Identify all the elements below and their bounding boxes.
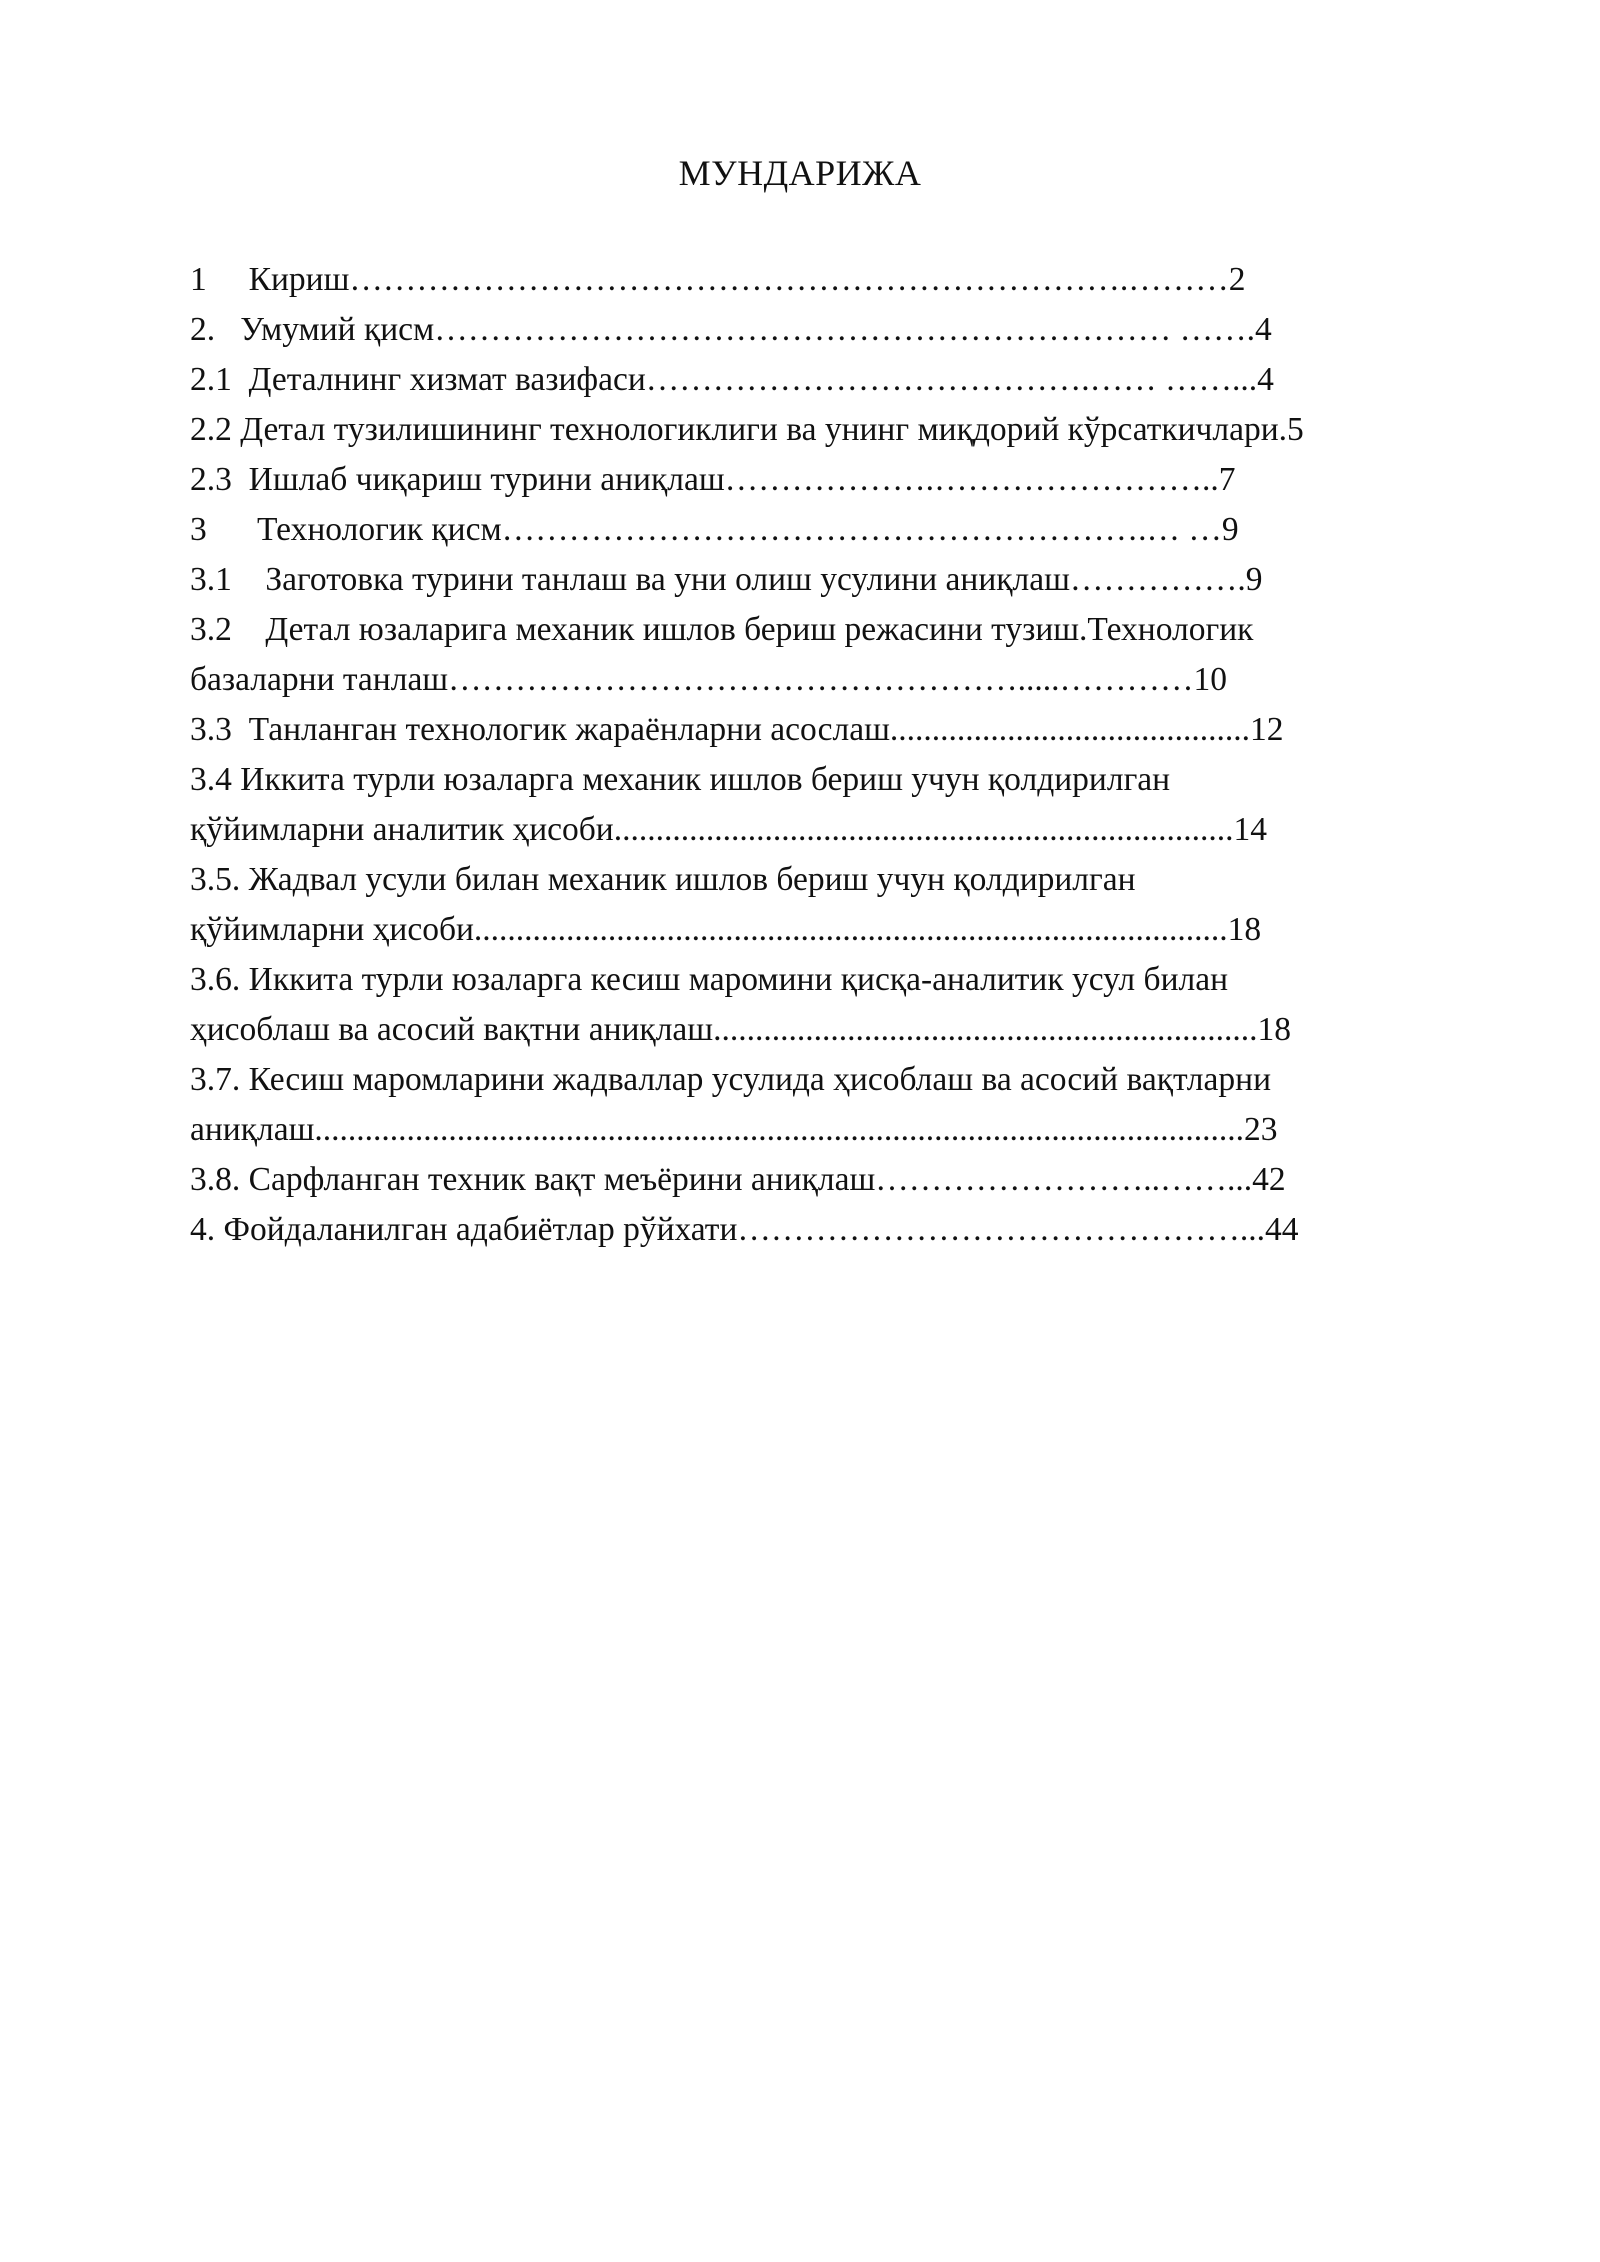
toc-line-3-4-cont: қўйимларни аналитик ҳисоби..........................................................................14 xyxy=(190,811,1267,848)
toc-line-3-7-cont: аниқлаш...............................................................................................................23 xyxy=(190,1111,1278,1148)
toc-line-3-8: 3.8. Сарфланган техник вақт меъёрини аниқлаш……………………..……...42 xyxy=(190,1161,1286,1198)
toc-line-intro: 1 Кириш…………………………………………………………….………2 xyxy=(190,261,1246,298)
toc-line-3-6-cont: ҳисоблаш ва асосий вақтни аниқлаш.................................................................18 xyxy=(190,1011,1291,1048)
toc-line-2-1: 2.1 Деталнинг хизмат вазифаси………………………………….…… ……...4 xyxy=(190,361,1274,398)
toc-line-3-3: 3.3 Танланган технологик жараёнларни асослаш...........................................12 xyxy=(190,711,1284,748)
toc-line-3-7: 3.7. Кесиш маромларини жадваллар усулида ҳисоблаш ва асосий вақтларни xyxy=(190,1061,1271,1098)
page-title: МУНДАРИЖА xyxy=(678,153,922,193)
toc-line-2-2: 2.2 Детал тузилишининг технологиклиги ва унинг миқдорий кўрсаткичлари.5 xyxy=(190,411,1304,448)
toc-line-3-1: 3.1 Заготовка турини танлаш ва уни олиш усулини аниқлаш…………….9 xyxy=(190,561,1263,598)
toc-line-2-3: 2.3 Ишлаб чиқариш турини аниқлаш……………….……………………..7 xyxy=(190,461,1236,498)
toc-line-3-4: 3.4 Иккита турли юзаларга механик ишлов бериш учун қолдирилган xyxy=(190,761,1171,798)
toc-line-3-5: 3.5. Жадвал усули билан механик ишлов бериш учун қолдирилган xyxy=(190,861,1136,898)
table-of-contents xyxy=(190,255,1460,1255)
toc-line-references: 4. Фойдаланилган адабиётлар рўйхати………………………………………...44 xyxy=(190,1211,1299,1248)
toc-line-3-5-cont: қўйимларни ҳисоби..........................................................................................18 xyxy=(190,911,1262,948)
toc-line-3-2-cont: базаларни танлаш…………………………………………….....…………10 xyxy=(190,661,1227,698)
toc-line-3-2: 3.2 Детал юзаларига механик ишлов бериш режасини тузиш.Технологик xyxy=(190,611,1254,648)
toc-line-technological-part: 3 Технологик қисм………………………………………………….… …9 xyxy=(190,511,1239,548)
toc-line-general-part: 2. Умумий қисм………………………………………………………… …….4 xyxy=(190,311,1272,348)
toc-line-3-6: 3.6. Иккита турли юзаларга кесиш маромини қисқа-аналитик усул билан xyxy=(190,961,1229,998)
